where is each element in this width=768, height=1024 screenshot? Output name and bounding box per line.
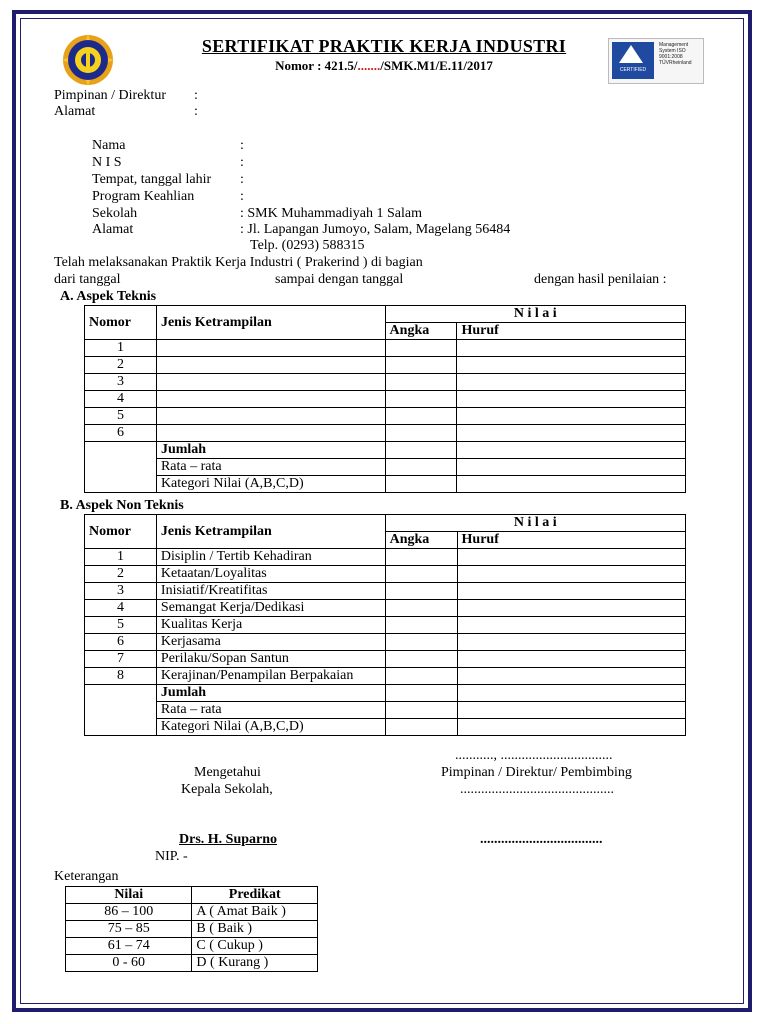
iso-certification-badge: CERTIFIED Management System ISO 9001:2008 TÜVRheinland bbox=[608, 38, 704, 84]
sampai-tanggal-label: sampai dengan tanggal bbox=[275, 272, 404, 287]
col-header-nomor: Nomor bbox=[85, 515, 157, 549]
table-row: 0 - 60 D ( Kurang ) bbox=[66, 955, 318, 972]
kategori-row: Kategori Nilai (A,B,C,D) bbox=[85, 476, 686, 493]
school-address-value: : Jl. Lapangan Jumoyo, Salam, Magelang 56484 bbox=[240, 222, 511, 237]
col-header-huruf: Huruf bbox=[457, 532, 685, 549]
table-row: 5 Kualitas Kerja bbox=[85, 617, 686, 634]
col-header-angka: Angka bbox=[385, 323, 457, 340]
col-header-jenis: Jenis Ketrampilan bbox=[156, 306, 385, 340]
company-address-label: Alamat bbox=[54, 104, 96, 119]
pimpinan-dots: ............................................ bbox=[460, 782, 614, 797]
table-row: 6 Kerjasama bbox=[85, 634, 686, 651]
table-row: 4 bbox=[85, 391, 686, 408]
pimpinan-sign-label: Pimpinan / Direktur/ Pembimbing bbox=[441, 765, 632, 780]
kepala-sekolah-label: Kepala Sekolah, bbox=[181, 782, 273, 797]
table-row: 75 – 85 B ( Baik ) bbox=[66, 921, 318, 938]
col-header-jenis: Jenis Ketrampilan bbox=[156, 515, 385, 549]
table-row: 3 Inisiatif/Kreatifitas bbox=[85, 583, 686, 600]
jumlah-row: Jumlah bbox=[85, 442, 686, 459]
school-address-label: Alamat bbox=[92, 222, 134, 237]
mengetahui-label: Mengetahui bbox=[194, 765, 261, 780]
table-row: 5 bbox=[85, 408, 686, 425]
table-aspek-teknis bbox=[84, 305, 686, 493]
col-header-predikat: Predikat bbox=[192, 887, 318, 904]
section-a-title: A. Aspek Teknis bbox=[60, 289, 157, 304]
table-row: 1 Disiplin / Tertib Kehadiran bbox=[85, 549, 686, 566]
section-b-title: B. Aspek Non Teknis bbox=[60, 498, 184, 513]
program-label: Program Keahlian bbox=[92, 189, 195, 204]
table-aspek-non-teknis bbox=[84, 514, 686, 736]
table-row: 2 bbox=[85, 357, 686, 374]
pimpinan-label: Pimpinan / Direktur bbox=[54, 88, 166, 103]
table-row: 61 – 74 C ( Cukup ) bbox=[66, 938, 318, 955]
table-row: 2 Ketaatan/Loyalitas bbox=[85, 566, 686, 583]
table-row: 4 Semangat Kerja/Dedikasi bbox=[85, 600, 686, 617]
nis-label: N I S bbox=[92, 155, 122, 170]
table-row: 86 – 100 A ( Amat Baik ) bbox=[66, 904, 318, 921]
jumlah-row: Jumlah bbox=[85, 685, 686, 702]
keterangan-title: Keterangan bbox=[54, 869, 119, 884]
date-place-line: ..........., ................................ bbox=[455, 748, 613, 763]
table-keterangan bbox=[65, 886, 318, 972]
col-header-nomor: Nomor bbox=[85, 306, 157, 340]
kepala-sekolah-name: Drs. H. Suparno bbox=[179, 832, 278, 847]
table-row: 1 bbox=[85, 340, 686, 357]
dari-tanggal-label: dari tanggal bbox=[54, 272, 121, 287]
kategori-row: Kategori Nilai (A,B,C,D) bbox=[85, 719, 686, 736]
col-header-nilai: Nilai bbox=[66, 887, 192, 904]
table-row: 6 bbox=[85, 425, 686, 442]
rata-row: Rata – rata bbox=[85, 702, 686, 719]
nama-label: Nama bbox=[92, 138, 126, 153]
certificate-number: Nomor : 421.5/......./SMK.M1/E.11/2017 bbox=[275, 58, 493, 73]
sekolah-label: Sekolah bbox=[92, 206, 138, 221]
table-row: 7 Perilaku/Sopan Santun bbox=[85, 651, 686, 668]
col-header-nilai: N i l a i bbox=[385, 515, 685, 532]
cert-text: Management System ISO 9001:2008 TÜVRheinland bbox=[659, 42, 692, 66]
ttl-label: Tempat, tanggal lahir bbox=[92, 172, 212, 187]
col-header-nilai: N i l a i bbox=[385, 306, 685, 323]
table-row: 3 bbox=[85, 374, 686, 391]
col-header-angka: Angka bbox=[385, 532, 457, 549]
school-phone: Telp. (0293) 588315 bbox=[250, 238, 365, 253]
nip-label: NIP. - bbox=[155, 849, 188, 864]
statement-line: Telah melaksanakan Praktik Kerja Industri ( Prakerind ) di bagian bbox=[54, 255, 423, 270]
table-row: 8 Kerajinan/Penampilan Berpakaian bbox=[85, 668, 686, 685]
col-header-huruf: Huruf bbox=[457, 323, 686, 340]
rata-row: Rata – rata bbox=[85, 459, 686, 476]
page-title: SERTIFIKAT PRAKTIK KERJA INDUSTRI bbox=[201, 36, 567, 56]
pimpinan-sign-line: ................................... bbox=[480, 832, 603, 847]
hasil-penilaian-label: dengan hasil penilaian : bbox=[534, 272, 667, 287]
sekolah-value: : SMK Muhammadiyah 1 Salam bbox=[240, 206, 422, 221]
